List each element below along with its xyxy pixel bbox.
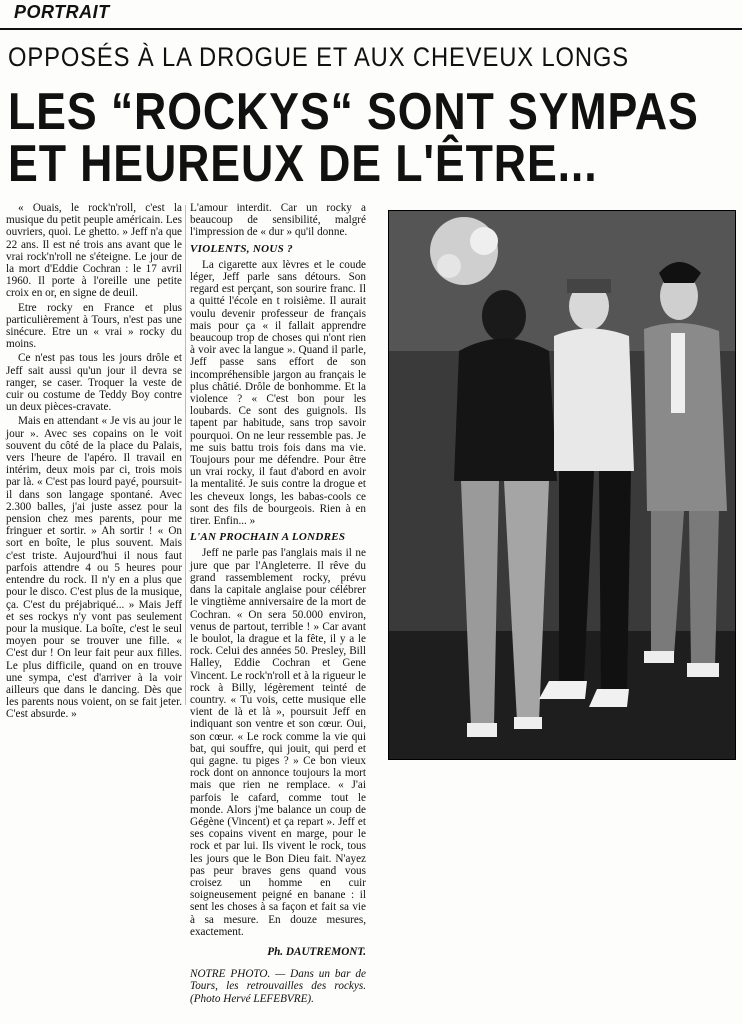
section-heading-violents: VIOLENTS, NOUS ?	[190, 242, 293, 255]
article-headline	[8, 83, 738, 193]
paragraph: Jeff ne parle pas l'anglais mais il ne jure que par l'Angleterre. Il rêve du grand rassemblement rocky, prévu dans la capitale anglaise pour célébrer le vingtième anniversaire de la mort de Cochran. « On sera 50.000 environ, venus de partout, terrible ! » Car avant le boulot, la drague et la fête, il y a le rock. Celui des années 50. Presley, Bill Halley, Eddie Cochran et Gene Vincent. Le rock'n'roll et à la rigueur le rock à Billy, légèrement teinté de country. « Tu vois, cette musique elle vient de là et là », poursuit Jeff en indiquant son ventre et son cœur. Oui, son cœur. « Le rock comme la vie qui bat, qui souffre, qui jouit, qui perd et qui gagne. tu piges ? » Ce bon vieux rock dont on annonce toujours la mort mais que rien ne remplace. « J'ai parfois le cafard, comme tout le monde. Alors j'me balance un coup de Gégène (Vincent) et ça repart ». Jeff et ses copains vivent en marge, pour le rock et par lui. Ils vivent le rock, tous les jours que le Bon Dieu fait. N'ayez pas peur braves gens quand vous croisez un homme en cuir soigneusement peigné en banane : il sent les choses à sa façon et fait sa vie à sa mesure. En douze mesures, exactement.	[190, 547, 366, 938]
section-heading-londres: L'AN PROCHAIN A LONDRES	[190, 531, 346, 544]
paragraph: La cigarette aux lèvres et le coude léger, Jeff parle sans détours. Son regard est perçant, son sourire franc. Il a quitté l'école en t roisième. Il aurait voulu devenir professeur de français mais pour ça « il fallait apprendre beaucoup trop de choses qui n'ont rien à voir avec la langue ». Quand il parle, Jeff passe sans effort de son incompréhensible jargon au français le plus châtié. Drôle de bonhomme. Et la violence ? « C'est bon pour les loubards. Ce sont des guignols. Ils tapent par habitude, sans trop savoir pourquoi. On ne leur ressemble pas. Je me suis battu trois fois dans ma vie. Toujours pour me défendre. Pour être un vrai rocky, il faut d'abord en avoir la mentalité. Je suis contre la drogue et les cheveux longs, les babas-cools ce sont des fils de bourgeois. Rien à en tirer. Enfin... »	[190, 258, 366, 528]
section-label: PORTRAIT	[14, 2, 110, 22]
paragraph: Mais en attendant « Je vis au jour le jour ». Avec ses copains on le voit souvent du côté de la place du Palais, vers l'heure de l'apéro. Il travail en intérim, deux mois par ci, trois mois par là. « C'est pas lourd payé, poursuit-il dans son langage spontané. Avec 2.300 balles, j'ai juste assez pour la pension chez mes parents, pour me fringuer et sortir. » Ah sortir ! « On sort en boîte, le plus souvent. Mais c'est triste. Aujourd'hui il nous faut parfois attendre 4 ou 5 heures pour entendre du rock. Il n'y en a plus que pour le disco. C'est plus de la musique, ça. C'est du préjabriqué... » Mais Jeff et ses rockys n'y vont pas seulement pour la musique. La boîte, c'est le seul moyen pour se trouver une fille. « C'est dur ! On leur fait peur aux filles. Le plus difficile, quand on en trouve une sympa, c'est d'arriver à la voir ailleurs que dans le dancing. Dès que les parents nous voient, on se fait jeter. C'est absurde. »	[6, 415, 182, 721]
headline-line-2: ET HEUREUX DE L'ÊTRE...	[8, 135, 598, 193]
paragraph: Etre rocky en France et plus particulièrement à Tours, n'est pas une sinécure. Etre un « vrai » rocky du moins.	[6, 301, 182, 351]
column-divider	[185, 205, 186, 705]
author-signature: Ph. DAUTREMONT.	[267, 945, 366, 958]
paragraph: L'amour interdit. Car un rocky a beaucoup de sensibilité, malgré l'impression de « dur » qu'il donne.	[190, 202, 366, 239]
article-column-1	[6, 202, 182, 723]
bar-scene-photo	[389, 211, 735, 759]
header-rule	[0, 28, 742, 30]
article-photo	[388, 210, 736, 760]
paragraph: Ce n'est pas tous les jours drôle et Jeff sait aussi qu'un jour il devra se ranger, se caser. Troquer la veste de cuir ou costume de Teddy Boy contre un deux pièces-cravate.	[6, 352, 182, 414]
article-subhead: OPPOSÉS À LA DROGUE ET AUX CHEVEUX LONGS	[8, 42, 630, 72]
headline-line-1: LES “ROCKYS“ SONT SYMPAS	[8, 83, 699, 141]
photo-caption: NOTRE PHOTO. — Dans un bar de Tours, les retrouvailles des rockys. (Photo Hervé LEFEBVRE).	[190, 968, 366, 1005]
article-column-2	[190, 202, 366, 1007]
paragraph: « Ouais, le rock'n'roll, c'est la musique du petit peuple américain. Les ouvriers, quoi. Le ghetto. » Jeff n'a que 22 ans. Il est né trois ans avant que le vrai rock'n'roll ne s'éteigne. Le jour de la mort d'Eddie Cochran : le 17 avril 1960. Il porte à l'oreille une petite croix en or, en signe de deuil.	[6, 202, 182, 300]
